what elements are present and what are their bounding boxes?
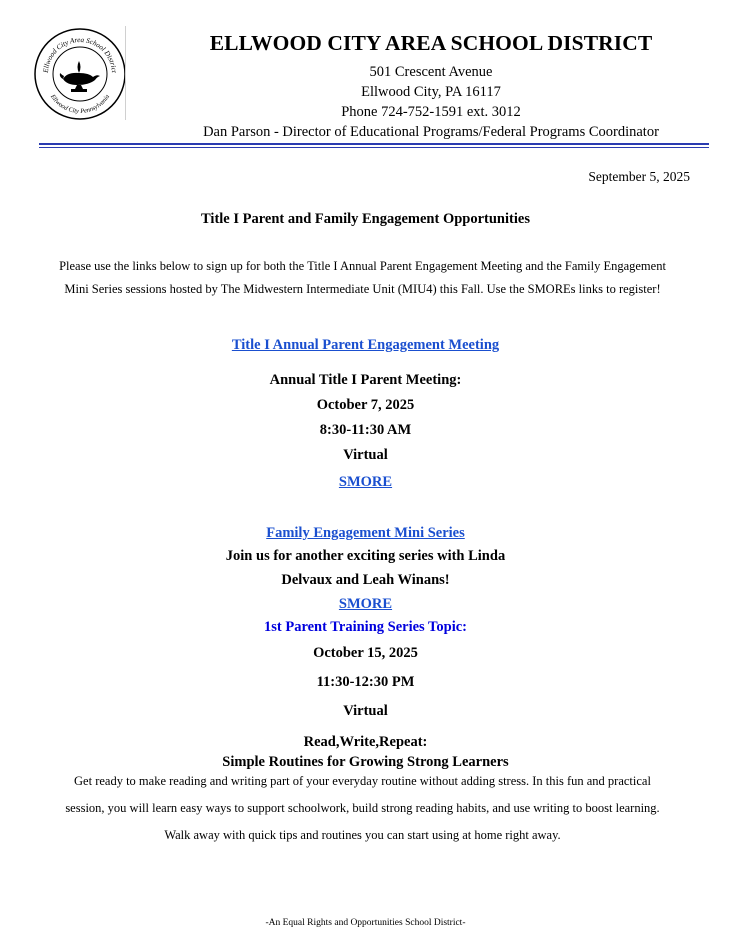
meeting-date: October 7, 2025 bbox=[316, 397, 415, 413]
series-blurb-line-2: Delvaux and Leah Winans! bbox=[281, 572, 450, 588]
footer-statement: -An Equal Rights and Opportunities School District- bbox=[265, 918, 466, 928]
letter-date: September 5, 2025 bbox=[588, 169, 690, 184]
series-topic-heading: 1st Parent Training Series Topic: bbox=[263, 619, 467, 635]
intro-line-1: Please use the links below to sign up for both the Title I Annual Parent Engagement Meeting and the Family Engagement bbox=[59, 259, 666, 273]
session-title-line-1: Read,Write,Repeat: bbox=[303, 734, 428, 750]
phone-number: Phone 724-752-1591 ext. 3012 bbox=[341, 104, 521, 120]
address-line-2: Ellwood City, PA 16117 bbox=[361, 84, 501, 100]
session-desc-line-1: Get ready to make reading and writing part of your everyday routine without adding stress. In this fun and practical bbox=[74, 774, 651, 788]
session-desc-line-3: Walk away with quick tips and routines you can start using at home right away. bbox=[164, 828, 561, 842]
seal-text-bottom: Ellwood City Pennsylvania bbox=[48, 93, 112, 116]
series-link[interactable]: Family Engagement Mini Series bbox=[266, 525, 465, 541]
district-seal-logo bbox=[33, 27, 127, 121]
session-title-line-2: Simple Routines for Growing Strong Learners bbox=[222, 754, 509, 770]
page-title: Title I Parent and Family Engagement Opportunities bbox=[201, 211, 530, 227]
series-link-wrap bbox=[0, 524, 731, 542]
svg-text:Ellwood City Pennsylvania bbox=[48, 93, 111, 116]
meeting-smore-link[interactable]: SMORE bbox=[338, 474, 393, 490]
intro-line-2: Mini Series sessions hosted by The Midwestern Intermediate Unit (MIU4) this Fall. Use the SMOREs links to register! bbox=[64, 282, 661, 296]
meeting-time: 8:30-11:30 AM bbox=[319, 422, 412, 438]
header-rule-thick bbox=[39, 143, 709, 145]
meeting-name: Annual Title I Parent Meeting: bbox=[269, 372, 462, 388]
series-location: Virtual bbox=[343, 703, 388, 719]
lamp-icon bbox=[60, 61, 100, 92]
district-name: ELLWOOD CITY AREA SCHOOL DISTRICT bbox=[209, 31, 653, 55]
seal-text-top: Ellwood City Area School District bbox=[41, 35, 118, 74]
series-time: 11:30-12:30 PM bbox=[316, 674, 415, 690]
contact-person: Dan Parson - Director of Educational Programs/Federal Programs Coordinator bbox=[203, 124, 659, 140]
series-smore-link[interactable]: SMORE bbox=[338, 596, 393, 612]
series-blurb-line-1: Join us for another exciting series with Linda bbox=[225, 548, 506, 564]
meeting-smore-wrap bbox=[0, 473, 731, 491]
meeting-location: Virtual bbox=[343, 447, 388, 463]
series-smore-wrap bbox=[0, 595, 731, 613]
header-rule-thin bbox=[39, 147, 709, 148]
meeting-link[interactable]: Title I Annual Parent Engagement Meeting bbox=[231, 337, 500, 353]
session-desc-line-2: session, you will learn easy ways to support schoolwork, build strong reading habits, and use writing to boost learning. bbox=[65, 801, 660, 815]
meeting-link-wrap bbox=[0, 336, 731, 354]
address-line-1: 501 Crescent Avenue bbox=[369, 64, 493, 80]
series-date: October 15, 2025 bbox=[313, 645, 418, 661]
header-divider bbox=[125, 26, 126, 120]
